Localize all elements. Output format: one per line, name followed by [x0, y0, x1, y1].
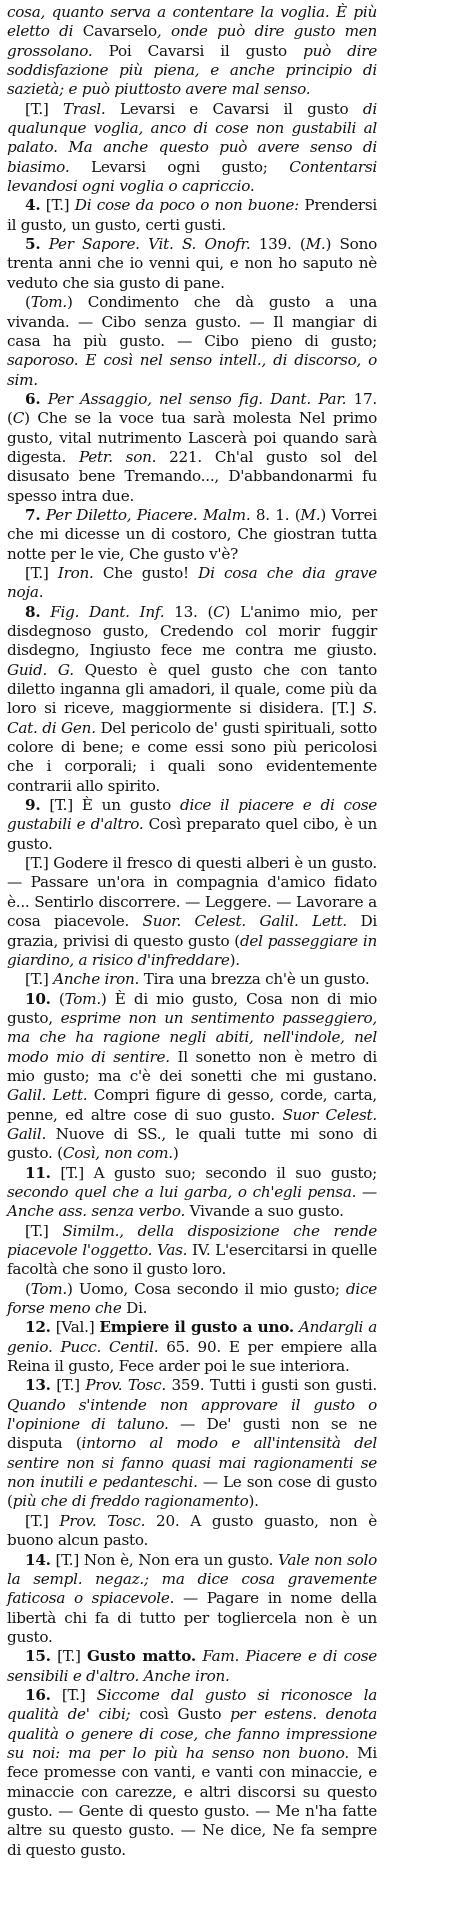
italic-text: Prov. Tosc. [59, 1511, 146, 1530]
text-segment: 20. A gusto guasto, non è buono alcun pasto. [7, 1511, 378, 1550]
entry-paragraph [7, 1222, 377, 1280]
sense-number: 10. [25, 989, 51, 1008]
italic-text: Vale non solo la sempl. negaz.; ma dice cosa gravemente faticosa o spiacevole. [7, 1550, 377, 1608]
italic-text: S. Cat. di Gen. [7, 699, 377, 737]
text-segment: [T.] [25, 99, 64, 118]
italic-text: Prov. Tosc. [85, 1376, 166, 1395]
text-segment: Questo è quel gusto che con tanto diletto inganna gli amadori, il quale, come più da loro si riceve, maggiormente si disidera. [T.] [7, 660, 378, 718]
sense-number: 16. [25, 1685, 51, 1704]
text-segment: Poi Cavarsi il gusto [108, 41, 304, 60]
text-segment: Di grazia, privisi di questo gusto ( [7, 912, 377, 950]
text-segment: ) L'animo mio, per disdegnoso gusto, Credendo col morir fuggir disdegno, Ingiusto fece me contra me giusto. [7, 602, 378, 660]
entry-paragraph [7, 1512, 377, 1551]
italic-text: C [213, 602, 225, 621]
text-segment: [T.] È un gusto [49, 796, 180, 815]
text-segment: Levarsi ogni gusto; [69, 157, 290, 176]
text-segment: 359. Tutti i gusti son gusti. [165, 1376, 377, 1395]
italic-text: Quando s'intende non approvare il gusto o l'opinione di taluno. [7, 1395, 377, 1434]
text-segment: ) Sono trenta anni che io venni qui, e non ho saputo nè veduto che sia gusto di pane. [7, 235, 377, 292]
sense-number: 15. [25, 1647, 51, 1666]
text-segment: [T.] Godere il fresco di questi alberi è un gusto. — Passare un'ora in compagnia d'amico fidato è... Sentirlo discorrere. — Leggere. — Lavorare a cosa piacevole. [7, 854, 377, 931]
text-segment: IV. L'esercitarsi in quelle facoltà che sono il gusto loro. [7, 1241, 377, 1279]
text-segment: [T.] Non è, Non era un gusto. [55, 1550, 279, 1569]
sense-number: 11. [25, 1163, 51, 1182]
italic-text: dice forse meno che [7, 1279, 377, 1318]
text-segment: 221. Ch'al gusto sol del disusato bene Tremando..., D'abbandonarmi fu spesso intra due. [7, 447, 377, 505]
text-segment: [T.] [45, 196, 75, 215]
entry-paragraph [7, 390, 377, 506]
entry-paragraph [7, 235, 377, 293]
entry-paragraph [7, 196, 377, 235]
entry-paragraph [7, 3, 377, 100]
text-segment: Di. [121, 1299, 148, 1318]
text-segment: [T.] [25, 563, 58, 582]
text-segment: 65. 90. E per empiere alla Reina il gusto, Fece arder poi le sue interiora. [7, 1337, 378, 1376]
italic-text: per estens. denota qualità o genere di cose, che fanno impressione su noi: ma per lo più ha senso non buono. [7, 1705, 377, 1762]
text-segment: Nuove di SS., le quali tutte mi sono di gusto. ( [7, 1124, 377, 1163]
bold-text: Empiere il gusto a uno. [99, 1318, 294, 1337]
italic-text: di qualunque voglia, anco di cose non gustabili al palato. Ma anche questo può avere senso di biasimo. [7, 99, 377, 176]
italic-text: Anche iron. [53, 970, 140, 989]
text-segment: Tira una brezza ch'è un gusto. [139, 970, 370, 989]
italic-text: Siccome dal gusto si riconosce la qualità de' cibi; [7, 1685, 377, 1724]
italic-text: Trasl. [63, 99, 106, 118]
text-segment: così Gusto [130, 1705, 231, 1724]
text-segment: [T.] A gusto suo; secondo il suo gusto; [60, 1163, 378, 1182]
italic-text: esprime non un sentimento passeggiero, ma che ha ragione negli abiti, nell'indole, nel modo mio di sentire. [7, 1008, 377, 1066]
italic-text: Fam. Piacere e di cose sensibili e d'altro. Anche iron. [7, 1647, 378, 1685]
text-segment: Compri figure di gesso, corde, carta, penne, ed altre cose di suo gusto. [7, 1086, 377, 1124]
text-segment: ) Condimento che dà gusto a una vivanda. — Cibo senza gusto. — Il mangiar di casa ha più gusto. — Cibo pieno di gusto; [7, 293, 377, 350]
italic-text: Iron. [57, 563, 94, 582]
text-segment: ( [25, 1279, 31, 1298]
italic-text: più che di freddo ragionamento [12, 1492, 249, 1511]
entry-paragraph [7, 564, 377, 603]
italic-text: Così, non com. [62, 1144, 173, 1163]
italic-text: Suor Celest. Galil. [7, 1105, 377, 1143]
sense-number: 7. [25, 505, 41, 524]
bold-text: Gusto matto. [87, 1647, 196, 1666]
italic-text: Tom. [64, 989, 101, 1008]
entry-paragraph [7, 970, 377, 989]
italic-text: Di cose da poco o non buone: [74, 196, 299, 215]
text-segment: Così preparato quel cibo, è un gusto. [7, 815, 377, 853]
italic-text: Tom. [30, 293, 68, 312]
text-segment: ( [58, 989, 65, 1008]
sense-number: 12. [25, 1318, 51, 1337]
entry-paragraph [7, 1318, 377, 1376]
text-segment: ) [172, 1144, 179, 1163]
text-segment: — Pagare in nome della libertà chi fa di tutto per togliercela non è un gusto. [7, 1589, 377, 1646]
entry-paragraph [7, 796, 377, 854]
sense-number: 4. [25, 196, 41, 215]
italic-text: Per Diletto, Piacere. Malm. [45, 505, 251, 524]
text-segment: Cavarselo [82, 22, 157, 41]
entry-paragraph [7, 1164, 377, 1222]
text-segment: [T.] [57, 1647, 88, 1666]
entry-paragraph [7, 1376, 377, 1511]
text-segment: 8. 1. ( [250, 505, 301, 524]
text-segment: Vivande a suo gusto. [185, 1202, 344, 1221]
italic-text: M. [305, 235, 326, 254]
italic-text: intorno al modo e all'intensità del sentire non si fanno quasi mai ragionamenti se non inutili e pedanteschi. [7, 1434, 377, 1492]
sense-number: 6. [25, 389, 41, 408]
italic-text: M. [300, 505, 321, 524]
text-segment: 139. ( [250, 235, 306, 254]
text-segment: ) Uomo, Cosa secondo il mio gusto; [67, 1279, 346, 1298]
text-segment: Prendersi il gusto, un gusto, certi gusti. [7, 196, 377, 234]
italic-text: Tom. [30, 1279, 68, 1298]
italic-text: Suor. Celest. Galil. Lett. [142, 912, 347, 931]
entry-paragraph [7, 603, 377, 796]
sense-number: 9. [25, 796, 41, 815]
sense-number: 8. [25, 602, 41, 621]
text-segment: [T.] [61, 1685, 97, 1704]
italic-text: Per Sapore. Vit. S. Onofr. [48, 235, 251, 254]
italic-text: C [12, 409, 25, 428]
text-segment: ) Che se la voce tua sarà molesta Nel primo gusto, vital nutrimento Lascerà poi quando sarà digesta. [7, 409, 377, 466]
text-segment: ( [25, 293, 31, 312]
text-segment: ) Vorrei che mi dicesse un di costoro, Che giostran tutta notte per le vie, Che gusto v'è? [7, 505, 378, 563]
italic-text: può dire soddisfazione più piena, e anche principio di sazietà; e può piuttosto avere mal senso. [7, 41, 377, 99]
text-segment: Mi fece promesse con vanti, e vanti con minaccie, e minaccie con carezze, e altri discorsi su questo gusto. — Gente di questo gusto. — Me n'ha fatte altre su questo gusto. — Ne dice, Ne fa sempre di questo gusto. [7, 1743, 377, 1859]
italic-text: Contentarsi levandosi ogni voglia o capriccio. [7, 157, 377, 196]
italic-text: saporoso. E così nel senso intell., di discorso, o sim. [7, 351, 377, 389]
text-segment: 17. ( [7, 389, 378, 428]
entry-paragraph [7, 1551, 377, 1648]
entry-paragraph [7, 1647, 377, 1686]
text-segment: ). [248, 1492, 259, 1511]
italic-text: Galil. Lett. [7, 1086, 88, 1105]
italic-text: Petr. son. [78, 447, 157, 466]
text-segment: [Val.] [55, 1318, 100, 1337]
italic-text: Di cosa che dia grave noja. [7, 563, 377, 602]
text-segment: [T.] [25, 1511, 60, 1530]
text-segment: [T.] [25, 970, 54, 989]
italic-text: Guid. G. [7, 660, 74, 679]
italic-text: Similm., della disposizione che rende piacevole l'oggetto. Vas. [7, 1221, 377, 1259]
entry-paragraph [7, 1686, 377, 1860]
italic-text: Fig. Dant. Inf. [50, 602, 165, 621]
text-segment: Che gusto! [93, 563, 199, 582]
entry-paragraph [7, 506, 377, 564]
entry-paragraph [7, 990, 377, 1164]
text-segment: ). [229, 950, 240, 969]
sense-number: 5. [25, 235, 41, 254]
text-segment: Del pericolo de' gusti spirituali, sotto colore di bene; e come essi sono più pericolosi che i corporali; i quali sono evidentemente contrarii allo spirito. [7, 718, 377, 795]
italic-text: secondo quel che a lui garba, o ch'egli pensa. — Anche ass. senza verbo. [7, 1182, 377, 1221]
text-segment: Il sonetto non è metro di mio gusto; ma c'è dei sonetti che mi gustano. [7, 1047, 377, 1085]
entry-paragraph [7, 293, 377, 390]
italic-text: del passeggiare in giardino, a risico d'infreddare [7, 931, 377, 969]
italic-text: dice il piacere e di cose gustabili e d'altro. [7, 796, 377, 834]
text-segment: Levarsi e Cavarsi il gusto [105, 99, 363, 118]
entry-paragraph [7, 1280, 377, 1319]
entry-paragraph [7, 854, 377, 970]
text-segment: — De' gusti non se ne disputa ( [7, 1415, 378, 1453]
italic-text: Per Assaggio, nel senso fig. Dant. Par. [47, 389, 347, 408]
entry-paragraph [7, 100, 377, 197]
italic-text: , onde può dire gusto men grossolano. [7, 22, 378, 60]
sense-number: 13. [25, 1376, 51, 1395]
text-segment: [T.] [56, 1376, 86, 1395]
sense-number: 14. [25, 1550, 51, 1569]
italic-text: cosa, quanto serva a contentare la voglia. È più eletto di [7, 3, 377, 41]
text-segment: [T.] [25, 1221, 63, 1240]
text-segment: ) È di mio gusto, Cosa non di mio gusto, [7, 989, 378, 1027]
text-segment: 13. ( [164, 602, 214, 621]
italic-text: Andargli a genio. Pucc. Centil. [7, 1318, 377, 1356]
text-segment: — Le son cose di gusto ( [7, 1473, 377, 1511]
